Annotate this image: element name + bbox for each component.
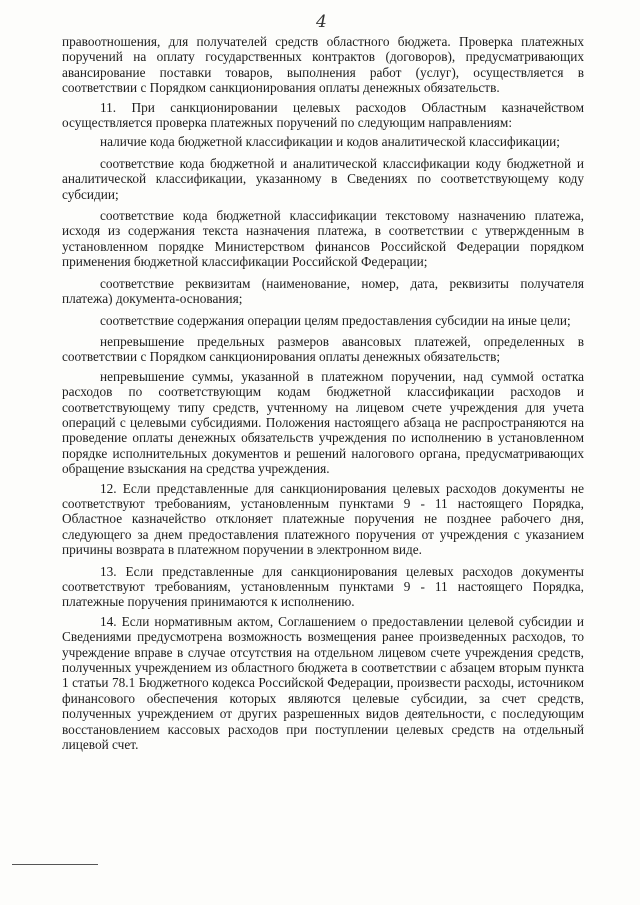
paragraph-check-operation-goals: соответствие содержания операции целям предоставления субсидии на иные цели; [100,312,571,328]
page-number: 4 [316,12,327,32]
footer-divider [12,864,98,865]
paragraph-check-code-match: соответствие кода бюджетной и аналитической классификации коду бюджетной и аналитической классификации, указанному в Сведениях по соответствующему коду субсидии; [62,155,584,202]
paragraph-check-text-purpose: соответствие кода бюджетной классификации текстовому назначению платежа, исходя из содержания текста назначения платежа, в соответствии с утвержденным в установленном порядке Министерством финансов Российской Федерации порядком применения бюджетной классификации Российской Федерации; [62,208,584,270]
paragraph-check-codes: наличие кода бюджетной классификации и кодов аналитической классификации; [100,134,560,150]
paragraph-check-advance-limits: непревышение предельных размеров авансовых платежей, определенных в соответствии с Порядком санкционирования оплаты денежных обязательств; [62,333,584,365]
paragraph-continuation: правоотношения, для получателей средств областного бюджета. Проверка платежных поручений на оплату государственных контрактов (договоров), предусматривающих авансирование поставки товаров, выполнения работ (услуг), осуществляется в соответствии с Порядком санкционирования оплаты денежных обязательств. [62,34,584,96]
paragraph-item-12: 12. Если представленные для санкционирования целевых расходов документы не соответствуют требованиям, установленным пунктами 9 - 11 настоящего Порядка, Областное казначейство отклоняет платежные поручения не позднее рабочего дня, следующего за днем предоставления платежного поручения от учреждения с указанием причины возврата в платежном поручении в электронном виде. [62,480,584,558]
paragraph-check-balance: непревышение суммы, указанной в платежном поручении, над суммой остатка расходов по соответствующим кодам бюджетной классификации расходов и соответствующему типу средств, учтенному на лицевом счете учреждения для учета операций с целевыми субсидиями. Положения настоящего абзаца не распространяются на проведение оплаты денежных обязательств учреждения по исполнению в установленном порядке исполнительных документов и решений налогового органа, предусматривающих обращение взыскания на средства учреждения. [62,368,584,477]
paragraph-item-11: 11. При санкционировании целевых расходов Областным казначейством осуществляется проверка платежных поручений по следующим направлениям: [62,99,584,131]
paragraph-item-14: 14. Если нормативным актом, Соглашением о предоставлении целевой субсидии и Сведениями предусмотрена возможность возмещения ранее произведенных расходов, то учреждение вправе в случае отсутствия на отдельном лицевом счете учреждения средств, полученных учреждением из областного бюджета в соответствии с абзацем вторым пункта 1 статьи 78.1 Бюджетного кодекса Российской Федерации, произвести расходы, источником финансового обеспечения которых являются целевые субсидии, за счет средств, полученных учреждением от других разрешенных видов деятельности, с последующим восстановлением кассовых расходов при поступлении целевых средств на отдельный лицевой счет. [62,613,584,753]
paragraph-item-13: 13. Если представленные для санкционирования целевых расходов документы соответствуют требованиям, установленным пунктами 9 - 11 настоящего Порядка, платежные поручения принимаются к исполнению. [62,563,584,610]
paragraph-check-requisites: соответствие реквизитам (наименование, номер, дата, реквизиты получателя платежа) документа-основания; [62,275,584,307]
document-body [62,34,584,752]
